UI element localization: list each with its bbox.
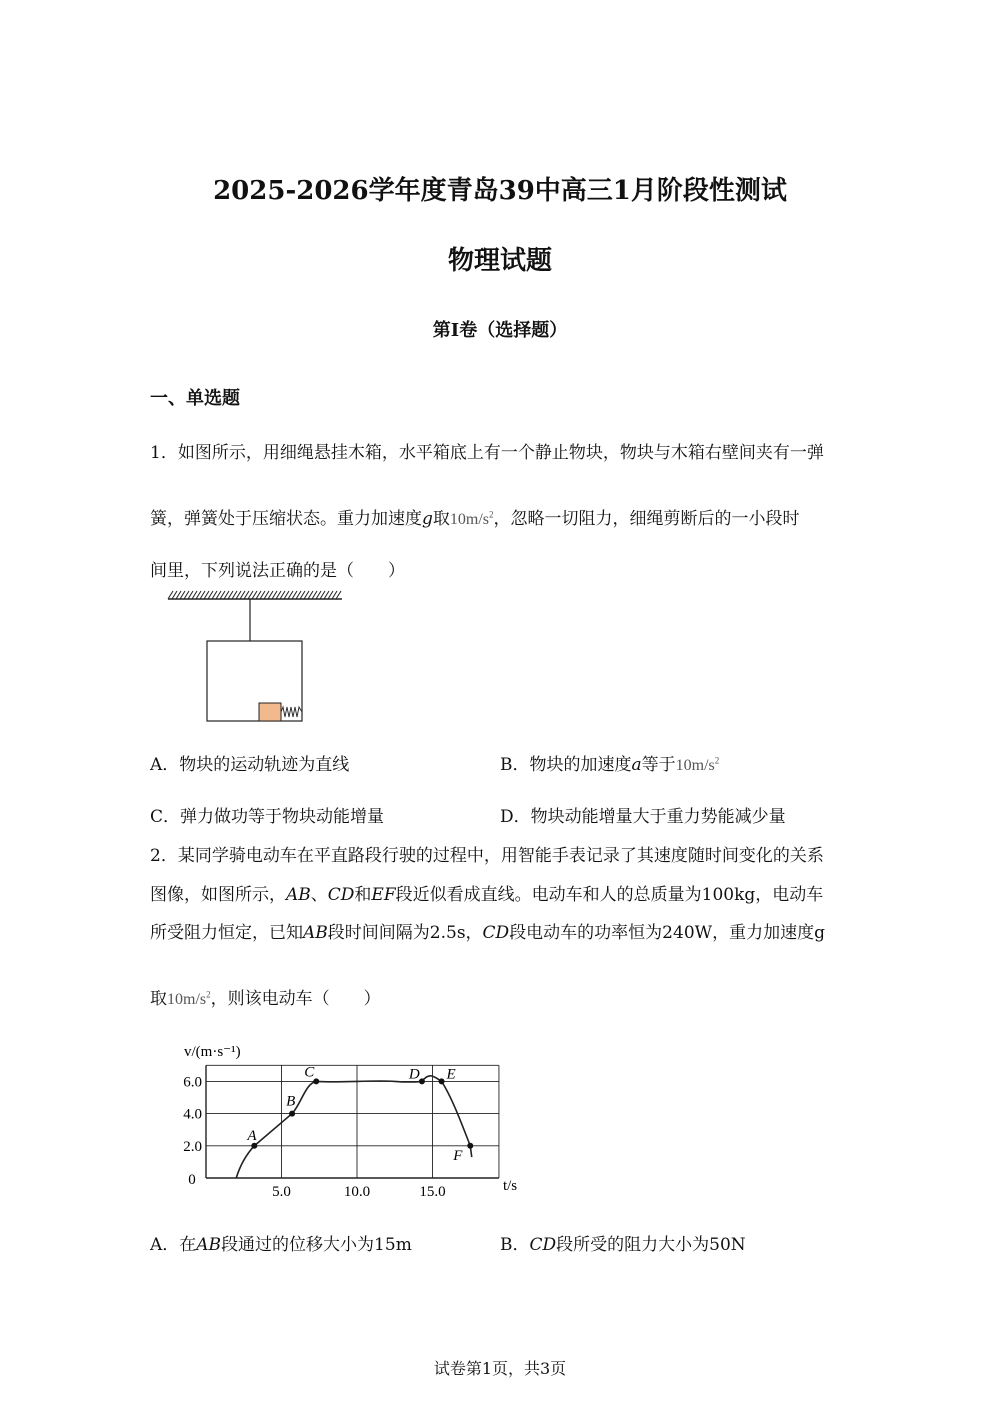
q1-box-figure [160,588,350,728]
point-label-e: E [446,1066,456,1083]
velocity-curve [236,1076,472,1178]
subject-title: 物理试题 [447,246,552,276]
point-e [439,1078,445,1084]
y-axis-label: v/(m·s⁻¹) [184,1044,241,1060]
point-label-d: D [408,1066,420,1083]
block [259,703,281,721]
y-tick-label: 6.0 [183,1074,202,1091]
q1-option-a: A．物块的运动轨迹为直线 [150,755,350,775]
point-d [419,1078,425,1084]
x-tick-label: 10.0 [343,1184,371,1200]
q2-vt-chart [170,1035,518,1200]
point-label-f: F [453,1147,463,1164]
y-tick-label: 4.0 [183,1106,202,1123]
q2-line3: 所受阻力恒定，已知AB段时间间隔为2.5s，CD段电动车的功率恒为240W，重力加速度g [150,923,825,943]
x-axis-label: t/s [502,1178,518,1194]
x-tick-label: 15.0 [419,1184,446,1200]
q1-line2: 簧，弹簧处于压缩状态。重力加速度g取$10m/s^2$，忽略一切阻力，细绳剪断后的一小段时 [150,509,800,529]
unit-accel: $10m/s^2$ [449,509,494,528]
q1-line1: 1．如图所示，用细绳悬挂木箱，水平箱底上有一个静止物块，物块与木箱右壁间夹有一弹 [150,443,824,463]
q1-option-d: D．物块动能增量大于重力势能减少量 [500,807,786,827]
spring [281,707,302,717]
point-label-a: A [247,1127,257,1144]
q2-line4: 取$10m/s^2$，则该电动车（ ） [150,989,381,1009]
q1-option-b: B．物块的加速度a等于$10m/s^2$ [500,755,720,775]
section-heading: 一、单选题 [150,388,240,409]
point-label-b: B [286,1093,296,1110]
page-footer: 试卷第1页，共3页 [433,1359,567,1378]
y-tick-label: 2.0 [183,1138,202,1155]
q1-option-c: C．弹力做功等于物块动能增量 [150,807,385,827]
q1-line3: 间里，下列说法正确的是（ ） [150,561,405,581]
volume-title: 第I卷（选择题） [432,320,568,341]
point-f [467,1143,473,1149]
point-label-c: C [304,1064,315,1081]
q2-option-b: B．CD段所受的阻力大小为50N [500,1235,746,1255]
exam-title: 2025-2026学年度青岛39中高三1月阶段性测试 [213,176,787,206]
point-b [289,1111,295,1117]
origin-label: 0 [188,1172,196,1188]
x-tick-label: 5.0 [272,1184,291,1200]
q2-line1: 2．某同学骑电动车在平直路段行驶的过程中，用智能手表记录了其速度随时间变化的关系 [150,846,824,866]
q2-line2: 图像，如图所示，AB、CD和EF段近似看成直线。电动车和人的总质量为100kg，电动车 [150,885,824,905]
q2-option-a: A．在AB段通过的位移大小为15m [150,1235,412,1255]
ceiling-hatch [168,591,341,599]
